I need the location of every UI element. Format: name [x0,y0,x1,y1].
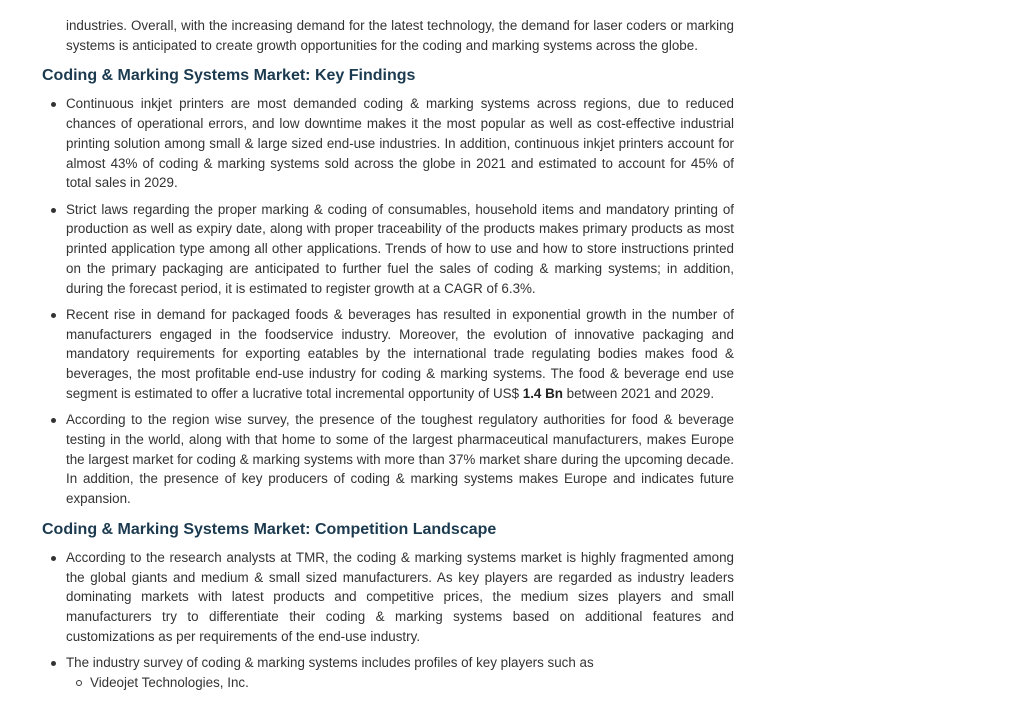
competition-item [66,653,734,692]
intro-paragraph: industries. Overall, with the increasing demand for the latest technology, the demand for laser coders or marking systems is anticipated to create growth opportunities for the coding and marking systems across the globe. [66,18,734,53]
key-findings-heading: Coding & Marking Systems Market: Key Findings [42,67,416,85]
key-finding-text: between 2021 and 2029. [562,385,715,401]
key-finding-item: Strict laws regarding the proper marking & coding of consumables, household items and mandatory printing of production as well as expiry date, along with proper traceability of the products makes primary products as most printed application type among all other applications. Trends of how to use and how to store instructions printed on the primary packaging are anticipated to further fuel the sales of coding & marking systems; in addition, during the forecast period, it is estimated to register growth at a CAGR of 6.3%. [66,200,734,299]
competition-item-text: The industry survey of coding & marking systems includes profiles of key players such as [66,655,594,671]
competition-heading: Coding & Marking Systems Market: Competition Landscape [42,520,497,538]
key-finding-text: Recent rise in demand for packaged foods & beverages has resulted in exponential growth in the number of manufacturers engaged in the foodservice industry. Moreover, the evolution of innovative packaging and mandatory requirements for exporting eatables by the international trade regulating bodies makes food & beverages, the most profitable end-use industry for coding & marking systems. The food & beverage end use segment is estimated to offer a lucrative total incremental opportunity of US$ [66,307,734,401]
opportunity-value: 1.4 Bn [522,385,563,401]
key-finding-item: According to the region wise survey, the presence of the toughest regulatory authorities for food & beverage testing in the world, along with that home to some of the largest pharmaceutical manufacturers, makes Europe the largest market for coding & marking systems with more than 37% market share during the upcoming decade. In addition, the presence of key producers of coding & marking systems makes Europe and indicates future expansion. [66,410,734,509]
key-findings-list [42,94,734,508]
competition-item: According to the research analysts at TMR, the coding & marking systems market is highly fragmented among the global giants and medium & small sized manufacturers. As key players are regarded as industry leaders dominating markets with latest products and competitive prices, the medium sizes players and small manufacturers try to differentiate their coding & marking systems based on additional features and customizations as per requirements of the end-use industry. [66,548,734,647]
key-player-item: Videojet Technologies, Inc. [90,673,734,693]
article-content [42,16,734,699]
competition-list [42,548,734,693]
key-finding-item: Continuous inkjet printers are most demanded coding & marking systems across regions, due to reduced chances of operational errors, and low downtime makes it the most popular as well as cost-effective industrial printing solution among small & large sized end-use industries. In addition, continuous inkjet printers account for almost 43% of coding & marking systems sold across the globe in 2021 and estimated to account for 45% of total sales in 2029. [66,94,734,193]
key-players-list [66,673,734,693]
key-finding-item [66,305,734,404]
